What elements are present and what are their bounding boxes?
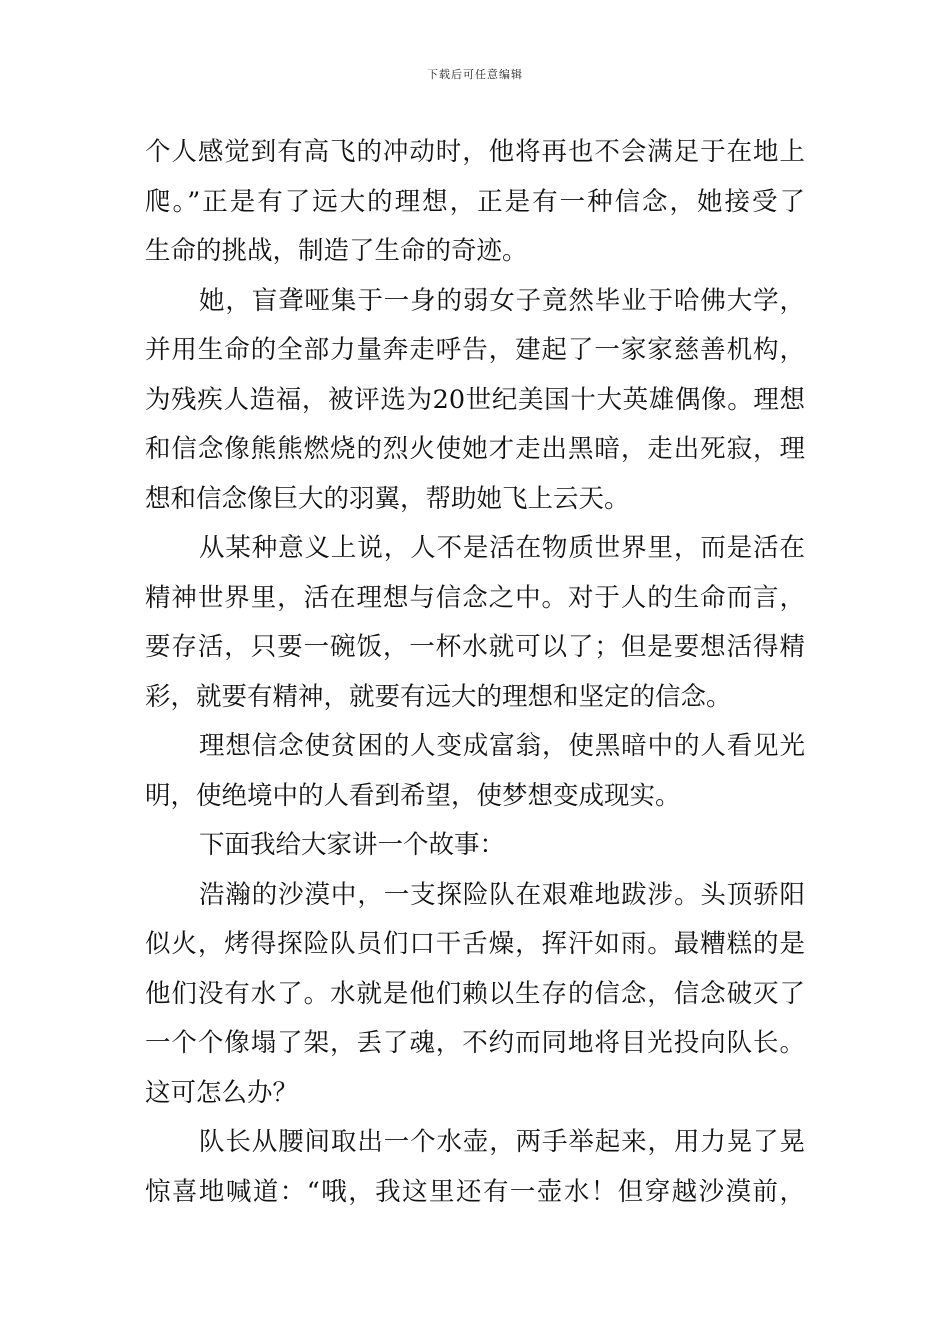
text-line: 生命的挑战，制造了生命的奇迹。 <box>145 236 528 266</box>
text-line: 浩瀚的沙漠中，一支探险队在艰难地跋涉。头顶骄阳 <box>199 879 805 910</box>
text-line: 爬。”正是有了远大的理想，正是有一种信念，她接受了 <box>145 186 805 217</box>
text-line: 惊喜地喊道：“哦，我这里还有一壶水！但穿越沙漠前， <box>145 1176 805 1207</box>
text-line: 从某种意义上说，人不是活在物质世界里，而是活在 <box>199 533 805 563</box>
text-line: 她，盲聋哑集于一身的弱女子竟然毕业于哈佛大学， <box>199 285 805 316</box>
text-line: 队长从腰间取出一个水壶，两手举起来，用力晃了晃 <box>199 1127 805 1157</box>
text-line: 理想信念使贫困的人变成富翁，使黑暗中的人看见光 <box>199 731 805 761</box>
text-line: 这可怎么办？ <box>145 1077 299 1108</box>
text-line: 他们没有水了。水就是他们赖以生存的信念，信念破灭了 <box>145 978 805 1009</box>
text-line: 并用生命的全部力量奔走呼告，建起了一家家慈善机构， <box>145 335 805 365</box>
text-line: 个人感觉到有高飞的冲动时，他将再也不会满足于在地上 <box>145 137 805 167</box>
text-line: 为残疾人造福，被评选为20世纪美国十大英雄偶像。理想 <box>145 384 805 415</box>
text-line: 下面我给大家讲一个故事： <box>199 830 506 860</box>
page-header: 下载后可任意编辑 <box>427 68 523 81</box>
text-line: 似火，烤得探险队员们口干舌燥，挥汗如雨。最糟糕的是 <box>145 929 805 959</box>
text-line: 彩，就要有精神，就要有远大的理想和坚定的信念。 <box>145 681 732 712</box>
text-line: 精神世界里，活在理想与信念之中。对于人的生命而言， <box>145 582 805 613</box>
text-line: 明，使绝境中的人看到希望，使梦想变成现实。 <box>145 780 681 811</box>
text-line: 和信念像熊熊燃烧的烈火使她才走出黑暗，走出死寂，理 <box>145 434 805 464</box>
body-text <box>145 128 805 1217</box>
text-line: 一个个像塌了架，丢了魂，不约而同地将目光投向队长。 <box>145 1028 805 1058</box>
text-line: 要存活，只要一碗饭，一杯水就可以了；但是要想活得精 <box>145 632 805 662</box>
text-line: 想和信念像巨大的羽翼，帮助她飞上云天。 <box>145 483 630 514</box>
